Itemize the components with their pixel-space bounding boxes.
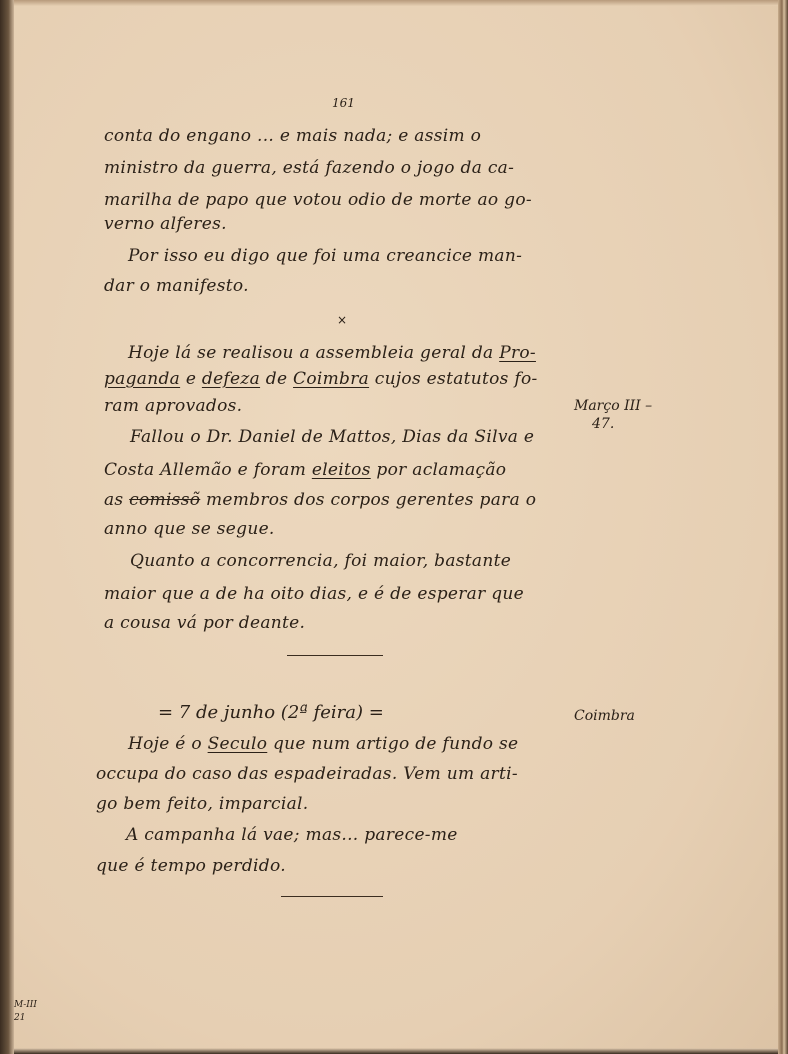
struck-word: comissõ: [129, 490, 201, 510]
book-spine: [0, 0, 14, 1054]
text-line: verno alferes.: [104, 214, 227, 234]
section-divider: [281, 896, 383, 897]
margin-note: 47.: [592, 416, 615, 432]
text-line: Fallou o Dr. Daniel de Mattos, Dias da Silva e: [130, 427, 535, 447]
date-heading: = 7 de junho (2ª feira) =: [158, 702, 384, 723]
underlined-word: Coimbra: [293, 369, 370, 389]
text-line: ram aprovados.: [104, 396, 243, 416]
text-line: que é tempo perdido.: [96, 856, 286, 876]
text-fragment: membros dos corpos gerentes para o: [200, 490, 537, 510]
text-line: A campanha lá vae; mas... parece-me: [126, 825, 458, 845]
text-line: [104, 492, 536, 509]
text-line: [104, 371, 538, 388]
text-line: a cousa vá por deante.: [104, 613, 306, 633]
text-line: anno que se segue.: [104, 519, 275, 539]
text-fragment: cujos estatutos fo-: [369, 369, 538, 389]
text-line: marilha de papo que votou odio de morte ao go-: [104, 190, 532, 210]
text-fragment: de: [260, 369, 294, 389]
page-edge-bottom: [14, 1048, 778, 1054]
text-line: occupa do caso das espadeiradas. Vem um arti-: [96, 764, 518, 784]
text-line: [128, 345, 536, 362]
text-line: [104, 462, 506, 479]
page-edge-right: [778, 0, 788, 1054]
underlined-word: paganda: [104, 369, 181, 389]
text-line: maior que a de ha oito dias, e é de esperar que: [104, 584, 525, 604]
underlined-word: Pro-: [499, 343, 536, 363]
text-line: Quanto a concorrencia, foi maior, bastante: [130, 551, 512, 571]
margin-note: Coimbra: [574, 708, 635, 724]
text-line: dar o manifesto.: [104, 276, 249, 296]
text-line: conta do engano ... e mais nada; e assim o: [104, 126, 482, 146]
section-divider: [287, 655, 383, 656]
text-fragment: e: [180, 369, 202, 389]
text-fragment: Costa Allemão e foram: [104, 460, 312, 480]
corner-note: M-III: [14, 1000, 37, 1010]
margin-note: Março III –: [574, 398, 653, 414]
text-line: Por isso eu digo que foi uma creancice man-: [128, 246, 523, 266]
page-edge-top: [14, 0, 778, 6]
text-line: go bem feito, imparcial.: [96, 794, 309, 814]
text-fragment: que num artigo de fundo se: [267, 734, 519, 754]
text-line: [128, 736, 518, 753]
underlined-word: defeza: [201, 369, 261, 389]
text-fragment: Hoje é o: [128, 734, 208, 754]
text-fragment: as: [104, 490, 130, 510]
text-fragment: Hoje lá se realisou a assembleia geral da: [128, 343, 500, 363]
text-fragment: por aclamação: [370, 460, 507, 480]
corner-note: 21: [14, 1013, 26, 1023]
page-number: 161: [332, 96, 355, 110]
text-line: ministro da guerra, está fazendo o jogo da ca-: [104, 158, 515, 178]
underlined-word: Seculo: [207, 734, 268, 754]
separator-mark: ×: [337, 313, 348, 327]
underlined-word: eleitos: [311, 460, 371, 480]
